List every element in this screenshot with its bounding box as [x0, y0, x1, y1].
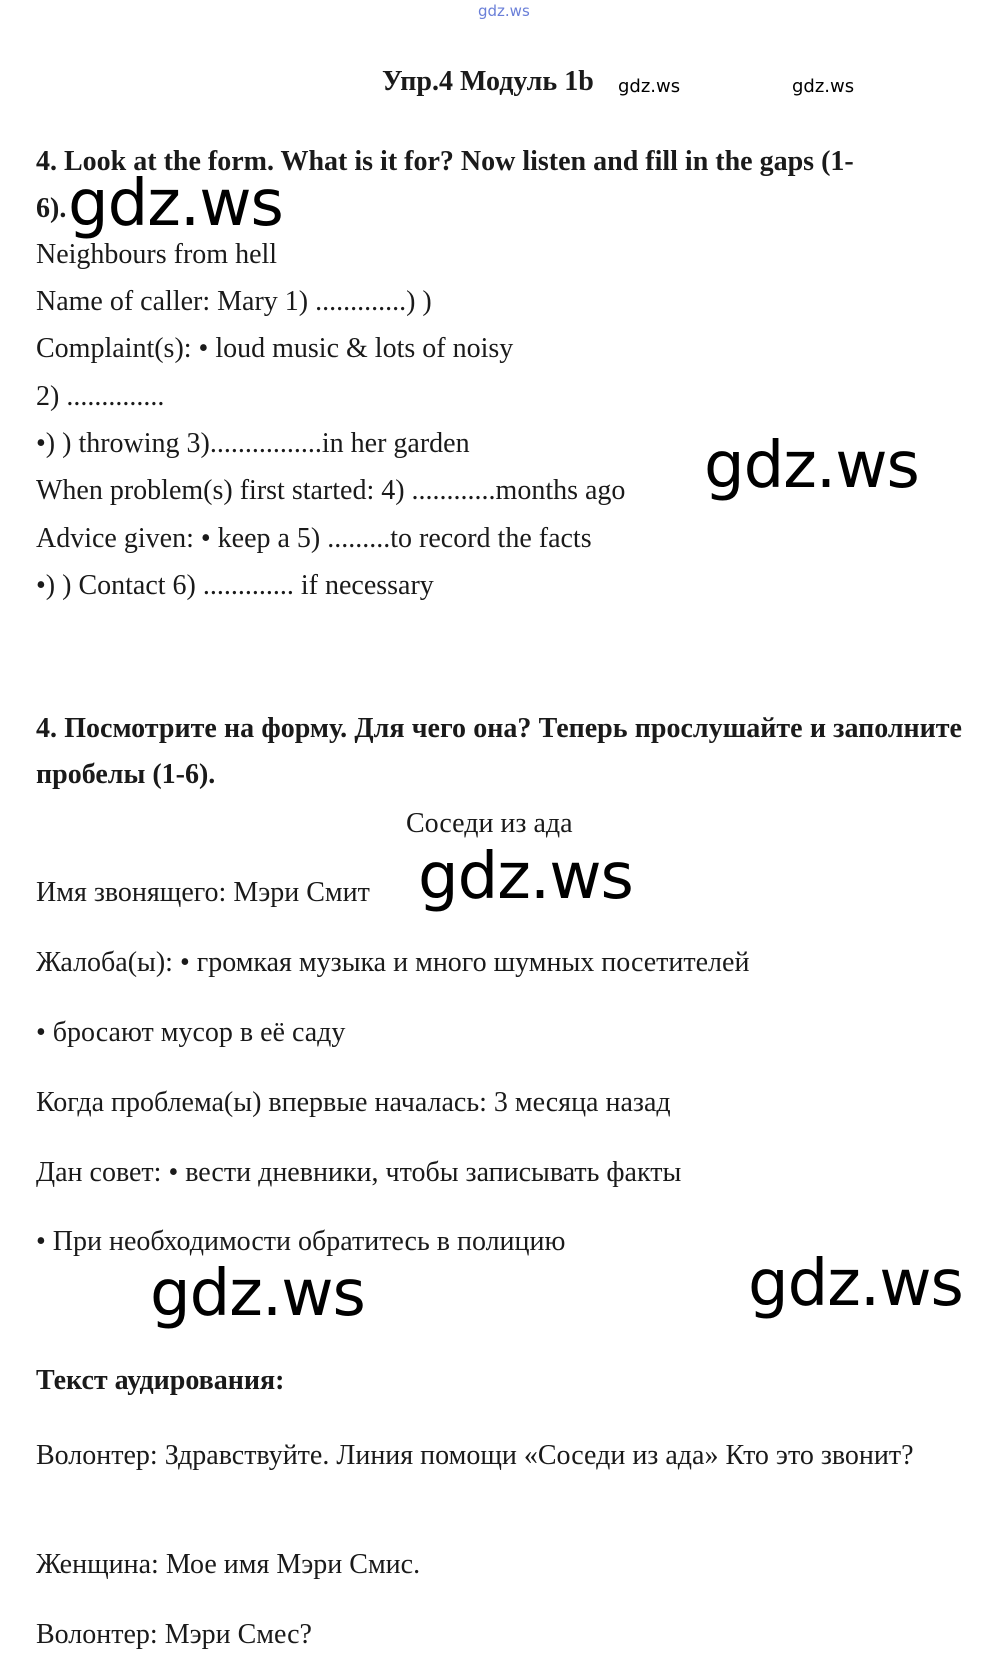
english-instruction-line1: 4. Look at the form. What is it for? Now listen and fill in the gaps (1-	[36, 146, 854, 177]
watermark-5: gdz.ws	[748, 1247, 963, 1321]
english-instruction-line2: 6).	[36, 193, 67, 224]
transcript-heading: Текст аудирования:	[36, 1365, 285, 1396]
ru-line-name: Имя звонящего: Мэри Смит	[36, 877, 370, 908]
watermark-2: gdz.ws	[704, 429, 919, 503]
ru-line-complaints: Жалоба(ы): • громкая музыка и много шумных посетителей	[36, 947, 750, 978]
form-line-name: Name of caller: Mary 1) .............) )	[36, 286, 432, 317]
top-watermark: gdz.ws	[478, 2, 530, 20]
form-line-throwing: •) ) throwing 3)................in her garden	[36, 428, 470, 459]
ru-line-advice: Дан совет: • вести дневники, чтобы записывать факты	[36, 1157, 682, 1188]
form-line-started: When problem(s) first started: 4) ............months ago	[36, 475, 626, 506]
watermark-4: gdz.ws	[150, 1257, 365, 1331]
watermark-1: gdz.ws	[68, 167, 283, 241]
russian-title: Соседи из ада	[406, 808, 573, 839]
form-line-gap2: 2) ..............	[36, 381, 165, 412]
ru-line-police: • При необходимости обратитесь в полицию	[36, 1226, 566, 1257]
transcript-line-volunteer: Волонтер: Здравствуйте. Линия помощи «Соседи из ада» Кто это звонит?	[36, 1440, 914, 1471]
transcript-line-woman: Женщина: Мое имя Мэри Смис.	[36, 1549, 421, 1580]
ru-line-litter: • бросают мусор в её саду	[36, 1017, 346, 1048]
watermark-3: gdz.ws	[418, 840, 633, 914]
form-line-contact: •) ) Contact 6) ............. if necessary	[36, 570, 434, 601]
header-watermark-right: gdz.ws	[792, 76, 855, 97]
page-title: Упр.4 Модуль 1b	[382, 66, 594, 97]
form-title: Neighbours from hell	[36, 239, 278, 270]
form-line-complaints: Complaint(s): • loud music & lots of noisy	[36, 333, 514, 364]
ru-line-started: Когда проблема(ы) впервые началась: 3 месяца назад	[36, 1087, 671, 1118]
header-watermark-inline: gdz.ws	[618, 76, 681, 97]
russian-instruction: 4. Посмотрите на форму. Для чего она? Теперь прослушайте и заполните пробелы (1-6).	[36, 713, 962, 790]
form-line-advice: Advice given: • keep a 5) .........to record the facts	[36, 523, 592, 554]
transcript-line-volunteer2: Волонтер: Мэри Смес?	[36, 1619, 312, 1650]
